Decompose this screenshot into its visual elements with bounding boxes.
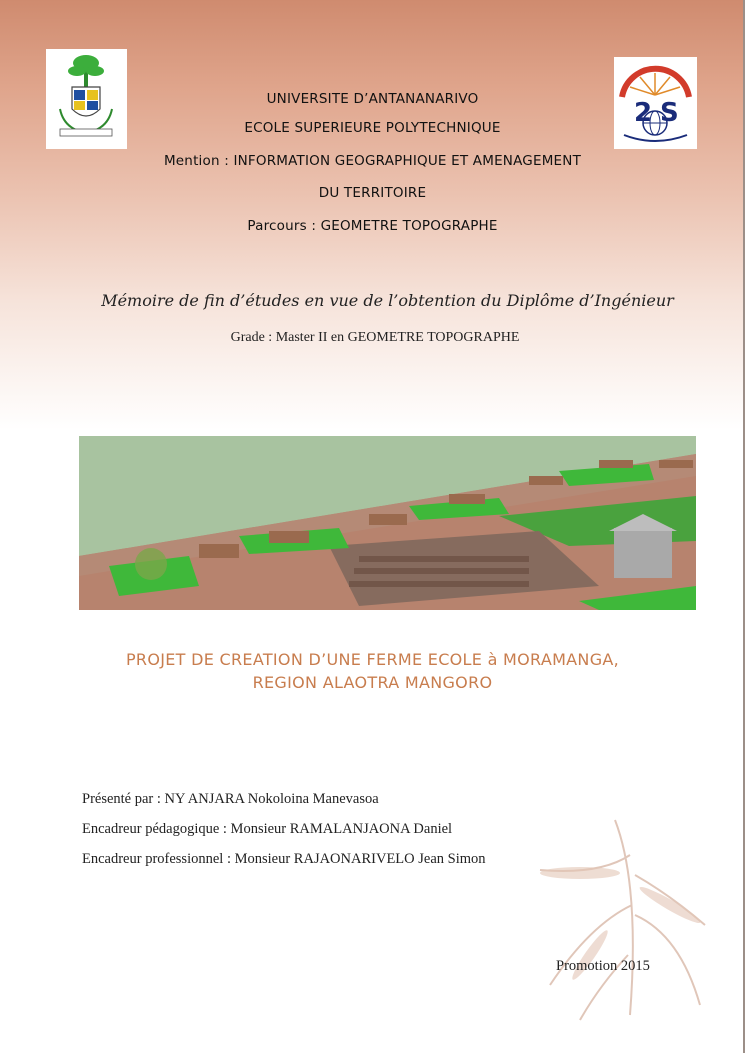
project-title-line-2: REGION ALAOTRA MANGORO xyxy=(252,673,493,692)
university-name: UNIVERSITE D’ANTANANARIVO xyxy=(266,91,479,107)
parcours: Parcours : GEOMETRE TOPOGRAPHE xyxy=(247,218,498,234)
farm-rendering-image xyxy=(79,436,696,610)
presented-by: Présenté par : NY ANJARA Nokoloina Manevasoa xyxy=(82,791,379,807)
professional-supervisor: Encadreur professionnel : Monsieur RAJAONARIVELO Jean Simon xyxy=(82,851,486,867)
grade-line: Grade : Master II en GEOMETRE TOPOGRAPHE xyxy=(230,330,520,345)
school-name: ECOLE SUPERIEURE POLYTECHNIQUE xyxy=(244,120,501,136)
svg-text:S: S xyxy=(660,98,679,128)
tree-icon xyxy=(68,55,104,87)
feather-icon xyxy=(520,815,720,1025)
promotion-year: Promotion 2015 xyxy=(556,958,650,974)
academic-supervisor: Encadreur pédagogique : Monsieur RAMALANJAONA Daniel xyxy=(82,821,453,837)
svg-text:2: 2 xyxy=(634,98,653,128)
memoire-subtitle: Mémoire de fin d’études en vue de l’obtention du Diplôme d’Ingénieur xyxy=(101,291,674,310)
mention-line-2: DU TERRITOIRE xyxy=(318,185,427,201)
project-title-line-1: PROJET DE CREATION D’UNE FERME ECOLE à MORAMANGA, xyxy=(125,650,620,669)
mention-line-1: Mention : INFORMATION GEOGRAPHIQUE ET AMENAGEMENT xyxy=(163,153,582,169)
